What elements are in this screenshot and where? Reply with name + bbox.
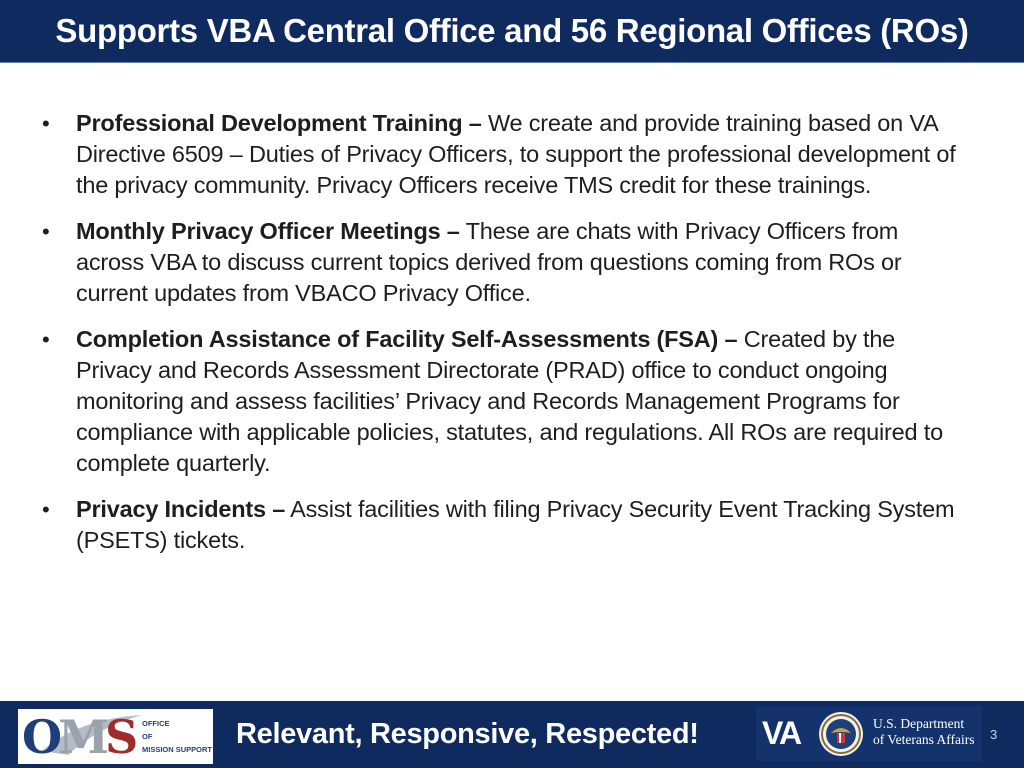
va-department-text [873, 716, 974, 748]
bullet-dot-icon: • [42, 219, 50, 244]
va-dept-line: of Veterans Affairs [873, 732, 975, 747]
bullet-dot-icon: • [42, 497, 50, 522]
oms-letter: M [58, 710, 105, 764]
bullet-dot-icon: • [42, 111, 50, 136]
oms-logo-text [142, 717, 212, 756]
oms-logo-letters [22, 712, 134, 762]
bullet-heading: Completion Assistance of Facility Self-Assessments (FSA) – [76, 326, 738, 352]
oms-text-line: OFFICE [142, 719, 170, 728]
va-logo [756, 706, 982, 761]
oms-text-line: MISSION SUPPORT [142, 745, 213, 754]
bullet-list [42, 108, 972, 571]
bullet-dot-icon: • [42, 327, 50, 352]
bullet-heading: Monthly Privacy Officer Meetings – [76, 218, 460, 244]
slide-title: Supports VBA Central Office and 56 Regional Offices (ROs) [55, 12, 969, 49]
bullet-item-training [42, 108, 972, 201]
bullet-text: Assist facilities with filing Privacy Security Event Tracking System (PSETS) tickets. [76, 496, 955, 553]
footer-tagline: Relevant, Responsive, Respected! [236, 718, 699, 750]
oms-text-line: OF [142, 732, 153, 741]
bullet-heading: Privacy Incidents – [76, 496, 286, 522]
bullet-item-fsa [42, 324, 972, 479]
bullet-text: Created by the Privacy and Records Assessment Directorate (PRAD) office to conduct ongoing monitoring and assess facilities’ Privacy and Records Management Programs for compliance with applicable policies, statutes, and regulations. All ROs are required to complete quarterly. [76, 326, 943, 476]
title-bar [0, 0, 1024, 63]
bullet-item-meetings [42, 216, 972, 309]
va-seal-icon [818, 711, 864, 757]
oms-logo [18, 709, 213, 764]
bullet-text: We create and provide training based on VA Directive 6509 – Duties of Privacy Officers, to support the professional development of the privacy community. Privacy Officers receive TMS credit for these trainings. [76, 110, 956, 198]
va-mark: VA [762, 715, 801, 751]
page-number: 3 [990, 727, 998, 742]
bullet-heading: Professional Development Training – [76, 110, 482, 136]
oms-letter: O [22, 710, 59, 764]
va-dept-line: U.S. Department [873, 716, 965, 731]
bullet-text: These are chats with Privacy Officers from across VBA to discuss current topics derived from questions coming from ROs or current updates from VBACO Privacy Office. [76, 218, 902, 306]
bullet-item-incidents [42, 494, 972, 556]
oms-letter: S [105, 710, 135, 764]
